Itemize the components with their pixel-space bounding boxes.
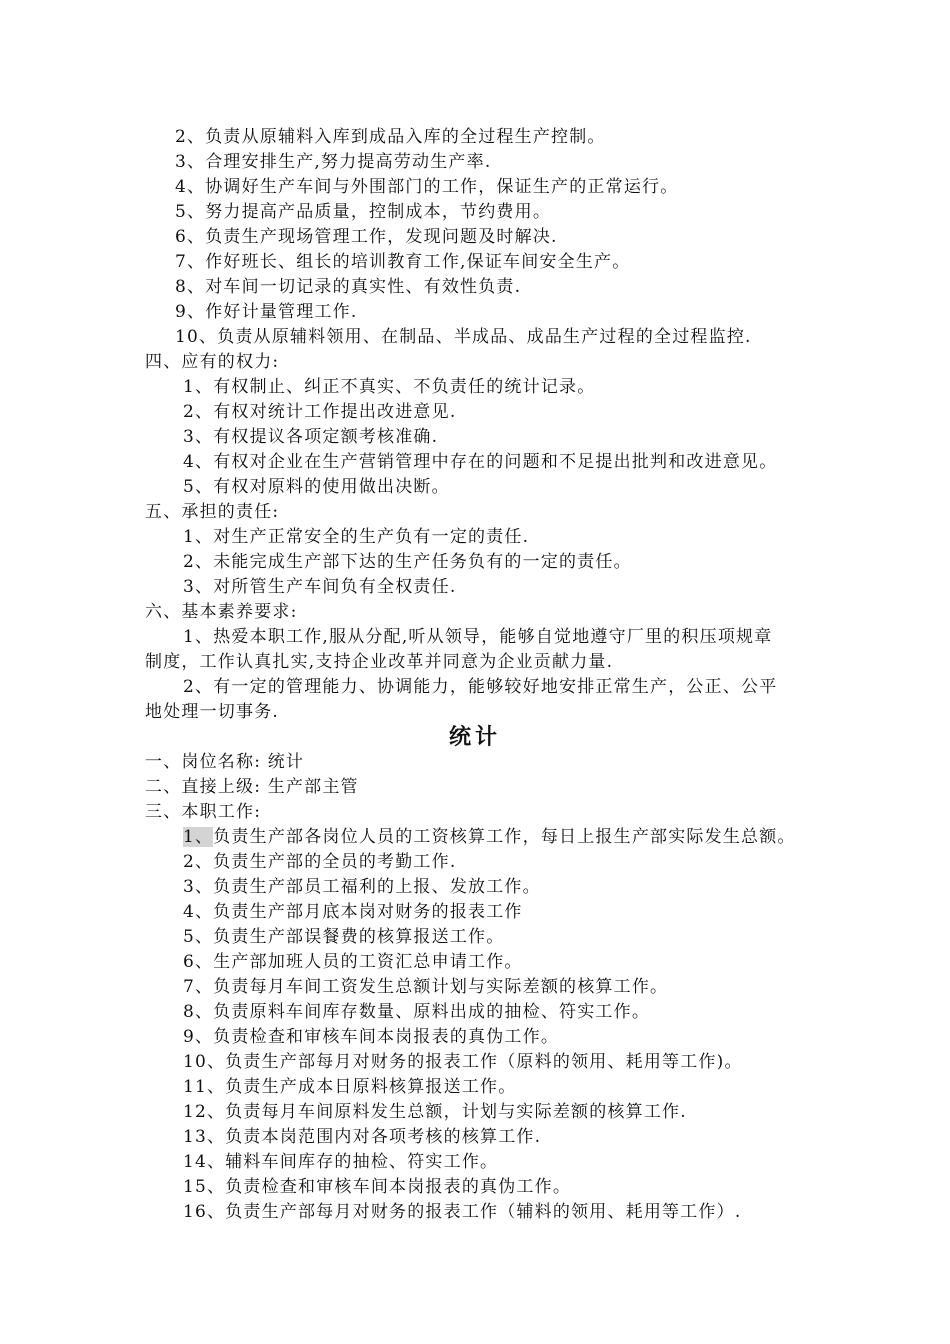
section-heading: 三、本职工作: <box>145 802 262 822</box>
stat-duty-item: 10、负责生产部每月对财务的报表工作（原料的领用、耗用等工作)。 <box>183 1052 743 1072</box>
highlighted-number: 1、 <box>183 827 214 847</box>
duty-item: 6、负责生产现场管理工作，发现问题及时解决. <box>175 227 558 247</box>
duty-item: 8、对车间一切记录的真实性、有效性负责. <box>175 277 522 297</box>
stat-duty-item: 9、负责检查和审核车间本岗报表的真伪工作。 <box>183 1027 560 1047</box>
responsibility-item: 1、对生产正常安全的生产负有一定的责任. <box>183 527 530 547</box>
stat-duty-item: 13、负责本岗范围内对各项考核的核算工作. <box>183 1127 542 1147</box>
section-heading: 六、基本素养要求: <box>145 602 298 622</box>
position-name: 一、岗位名称: 统计 <box>145 752 305 772</box>
right-item: 4、有权对企业在生产营销管理中存在的问题和不足提出批判和改进意见。 <box>183 452 778 472</box>
direct-superior: 二、直接上级: 生产部主管 <box>145 777 359 797</box>
right-item: 2、有权对统计工作提出改进意见. <box>183 402 457 422</box>
duty-item: 2、负责从原辅料入库到成品入库的全过程生产控制。 <box>175 127 606 147</box>
requirement-line: 2、有一定的管理能力、协调能力，能够较好地安排正常生产，公正、公平 <box>183 677 778 697</box>
section-heading: 四、应有的权力: <box>145 352 280 372</box>
duty-item: 7、作好班长、组长的培训教育工作,保证车间安全生产。 <box>175 252 631 272</box>
duty-item: 5、努力提高产品质量，控制成本，节约费用。 <box>175 202 552 222</box>
stat-duty-item: 11、负责生产成本日原料核算报送工作。 <box>183 1077 517 1097</box>
section-title: 统计 <box>448 725 501 750</box>
stat-duty-item: 8、负责原料车间库存数量、原料出成的抽检、符实工作。 <box>183 1002 651 1022</box>
stat-duty-item: 2、负责生产部的全员的考勤工作. <box>183 852 457 872</box>
stat-duty-item: 4、负责生产部月底本岗对财务的报表工作 <box>183 902 523 922</box>
stat-duty-item: 14、辅料车间库存的抽检、符实工作。 <box>183 1152 499 1172</box>
stat-duty-item: 6、生产部加班人员的工资汇总申请工作。 <box>183 952 523 972</box>
requirement-line: 制度，工作认真扎实,支持企业改革并同意为企业贡献力量. <box>145 652 614 672</box>
stat-duty-item: 7、负责每月车间工资发生总额计划与实际差额的核算工作。 <box>183 977 669 997</box>
stat-duty-item: 12、负责每月车间原料发生总额，计划与实际差额的核算工作. <box>183 1102 687 1122</box>
right-item: 5、有权对原料的使用做出决断。 <box>183 477 450 497</box>
responsibility-item: 3、对所管生产车间负有全权责任. <box>183 577 457 597</box>
responsibility-item: 2、未能完成生产部下达的生产任务负有的一定的责任。 <box>183 552 632 572</box>
stat-duty-item: 5、负责生产部误餐费的核算报送工作。 <box>183 927 505 947</box>
duty-item: 10、负责从原辅料领用、在制品、半成品、成品生产过程的全过程监控. <box>175 327 752 347</box>
requirement-line: 地处理一切事务. <box>145 702 280 722</box>
stat-duty-item: 3、负责生产部员工福利的上报、发放工作。 <box>183 877 541 897</box>
right-item: 1、有权制止、纠正不真实、不负责任的统计记录。 <box>183 377 596 397</box>
right-item: 3、有权提议各项定额考核准确. <box>183 427 439 447</box>
duty-item: 3、合理安排生产,努力提高劳动生产率. <box>175 152 492 172</box>
duty-item: 4、协调好生产车间与外围部门的工作，保证生产的正常运行。 <box>175 177 679 197</box>
duty-item: 9、作好计量管理工作. <box>175 302 358 322</box>
stat-duty-text: 负责生产部各岗位人员的工资核算工作，每日上报生产部实际发生总额。 <box>213 827 796 847</box>
section-heading: 五、承担的责任: <box>145 502 280 522</box>
stat-duty-item <box>183 826 796 848</box>
stat-duty-item: 16、负责生产部每月对财务的报表工作（辅料的领用、耗用等工作）. <box>183 1202 742 1222</box>
requirement-line: 1、热爱本职工作,服从分配,听从领导，能够自觉地遵守厂里的积压项规章 <box>183 627 773 647</box>
stat-duty-item: 15、负责检查和审核车间本岗报表的真伪工作。 <box>183 1177 572 1197</box>
